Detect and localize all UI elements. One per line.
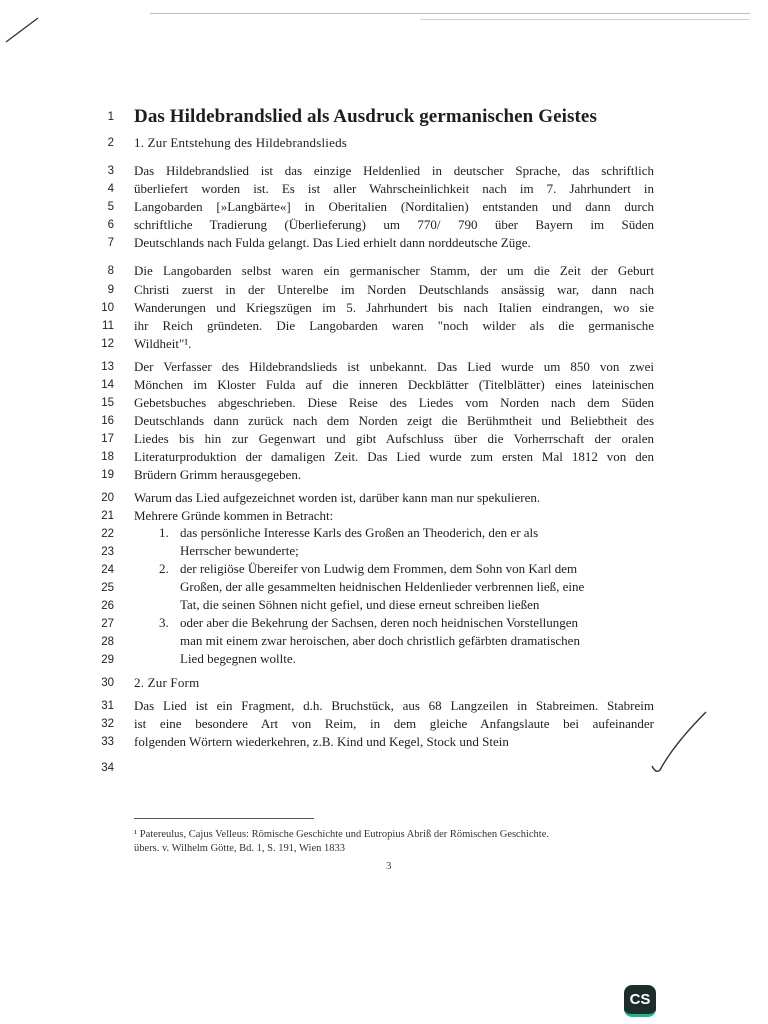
paragraph-line: Langobarden [»Langbärte«] in Oberitalien (Norditalien) entstanden und dann durch bbox=[134, 199, 654, 214]
list-item-line: oder aber die Bekehrung der Sachsen, deren noch heidnischen Vorstellungen bbox=[180, 615, 579, 630]
paragraph-line: ist eine besondere Art von Reim, in dem gleiche Anfangslaute bei aufeinander bbox=[134, 716, 654, 731]
paragraph-line: folgenden Wörtern wiederkehren, z.B. Kind und Kegel, Stock und Stein bbox=[134, 734, 509, 749]
line-number: 21 bbox=[101, 510, 114, 522]
paragraph-line: Liedes bis hin zur Gegenwart und gibt Aufschluss über die Vorherrschaft der oralen bbox=[134, 431, 654, 446]
line-number: 4 bbox=[107, 183, 114, 195]
paragraph-line: Das Hildebrandslied ist das einzige Heldenlied in deutscher Sprache, das schriftlich bbox=[134, 163, 654, 178]
paragraph-line: Der Verfasser des Hildebrandslieds ist unbekannt. Das Lied wurde um 850 von zwei bbox=[134, 359, 654, 374]
list-number: 1. bbox=[159, 525, 169, 540]
line-number: 32 bbox=[101, 718, 114, 730]
line-number: 27 bbox=[101, 618, 114, 630]
line-number: 13 bbox=[101, 361, 114, 373]
line-number: 31 bbox=[101, 700, 114, 712]
line-number: 18 bbox=[101, 451, 114, 463]
document-title: Das Hildebrandslied als Ausdruck germanischen Geistes bbox=[134, 106, 597, 127]
line-number: 16 bbox=[101, 415, 114, 427]
line-number: 6 bbox=[107, 219, 114, 231]
line-number: 19 bbox=[101, 469, 114, 481]
footnote-line: übers. v. Wilhelm Götte, Bd. 1, S. 191, Wien 1833 bbox=[134, 843, 345, 854]
paragraph-line: Wanderungen und Kriegszügen im 5. Jahrhundert bis nach Italien eindrangen, wo sie bbox=[134, 300, 654, 315]
list-item-line: das persönliche Interesse Karls des Großen an Theoderich, den er als bbox=[180, 525, 539, 540]
line-number: 7 bbox=[107, 237, 114, 249]
paragraph-line: Deutschlands dann zurück nach dem Norden zeigt die Berühmtheit und Beliebtheit des bbox=[134, 413, 654, 428]
line-number: 5 bbox=[107, 201, 114, 213]
paragraph-line: überliefert worden ist. Es ist aller Wahrscheinlichkeit nach im 7. Jahrhundert in bbox=[134, 181, 654, 196]
paragraph-line: Warum das Lied aufgezeichnet worden ist, darüber kann man nur spekulieren. bbox=[134, 490, 541, 505]
line-number: 20 bbox=[101, 492, 114, 504]
paragraph-line: Christi zuerst in der Unterelbe im Norden Deutschlands ansässig war, dann nach bbox=[134, 282, 654, 297]
line-number: 24 bbox=[101, 564, 114, 576]
paragraph-line: ihr Reich gründeten. Die Langobarden waren "noch wilder als die germanische bbox=[134, 318, 654, 333]
list-number: 2. bbox=[159, 561, 169, 576]
footnote-separator bbox=[134, 818, 314, 819]
camscanner-logo-icon: CS bbox=[624, 985, 656, 1017]
list-item-line: Tat, die seinen Söhnen nicht gefiel, und diese erneut schreiben ließen bbox=[180, 597, 540, 612]
line-number: 25 bbox=[101, 582, 114, 594]
page-number: 3 bbox=[386, 860, 392, 872]
paragraph-line: Mehrere Gründe kommen in Betracht: bbox=[134, 508, 334, 523]
line-number: 10 bbox=[101, 302, 114, 314]
line-number: 23 bbox=[101, 546, 114, 558]
paragraph-line: schriftliche Tradierung (Überlieferung) um 770/ 790 über Bayern im Süden bbox=[134, 217, 654, 232]
paragraph-line: Wildheit"¹. bbox=[134, 336, 192, 351]
list-item-line: Herrscher bewunderte; bbox=[180, 543, 299, 558]
line-number: 8 bbox=[107, 265, 114, 277]
line-number: 26 bbox=[101, 600, 114, 612]
line-number: 30 bbox=[101, 677, 114, 689]
section-heading: 1. Zur Entstehung des Hildebrandslieds bbox=[134, 135, 348, 150]
paragraph-line: Die Langobarden selbst waren ein germanischer Stamm, der um die Zeit der Geburt bbox=[134, 263, 654, 278]
paragraph-line: Gebetsbuches abgeschrieben. Diese Reise des Liedes vom Norden nach dem Süden bbox=[134, 395, 654, 410]
list-item-line: Lied begegnen wollte. bbox=[180, 651, 296, 666]
line-number: 28 bbox=[101, 636, 114, 648]
line-number: 17 bbox=[101, 433, 114, 445]
line-number: 34 bbox=[101, 762, 114, 774]
line-number: 1 bbox=[107, 111, 114, 123]
line-number: 14 bbox=[101, 379, 114, 391]
scan-artifact-line bbox=[150, 13, 750, 14]
line-number: 22 bbox=[101, 528, 114, 540]
paragraph-line: Literaturproduktion der damaligen Zeit. Das Lied wurde zum ersten Mal 1812 von den bbox=[134, 449, 654, 464]
line-number: 15 bbox=[101, 397, 114, 409]
paragraph-line: Mönchen im Kloster Fulda auf die inneren Deckblätter (Titelblätter) eines lateinischen bbox=[134, 377, 654, 392]
line-number: 2 bbox=[107, 137, 114, 149]
line-number: 9 bbox=[107, 284, 114, 296]
handwritten-check-mark bbox=[644, 708, 714, 778]
list-item-line: der religiöse Übereifer von Ludwig dem Frommen, dem Sohn von Karl dem bbox=[180, 561, 578, 576]
pen-stroke-mark bbox=[4, 14, 40, 44]
footnote-line: ¹ Patereulus, Cajus Velleus: Römische Geschichte und Eutropius Abriß der Römischen Geschichte. bbox=[134, 829, 550, 840]
line-number: 3 bbox=[107, 165, 114, 177]
footnote bbox=[134, 828, 654, 856]
paragraph-line: Deutschlands nach Fulda gelangt. Das Lied erhielt dann norddeutsche Züge. bbox=[134, 235, 531, 250]
list-item-line: man mit einem zwar heroischen, aber doch christlich gefärbten dramatischen bbox=[180, 633, 580, 648]
scan-artifact-line bbox=[420, 19, 750, 20]
list-number: 3. bbox=[159, 615, 169, 630]
line-number: 29 bbox=[101, 654, 114, 666]
paragraph-line: Das Lied ist ein Fragment, d.h. Bruchstück, aus 68 Langzeilen in Stabreimen. Stabreim bbox=[134, 698, 654, 713]
list-item-line: Großen, der alle gesammelten heidnischen Heldenlieder verbrennen ließ, eine bbox=[180, 579, 585, 594]
line-number: 33 bbox=[101, 736, 114, 748]
paragraph-line: Brüdern Grimm herausgegeben. bbox=[134, 467, 302, 482]
line-number: 12 bbox=[101, 338, 114, 350]
line-number: 11 bbox=[102, 320, 114, 332]
section-heading: 2. Zur Form bbox=[134, 675, 200, 690]
